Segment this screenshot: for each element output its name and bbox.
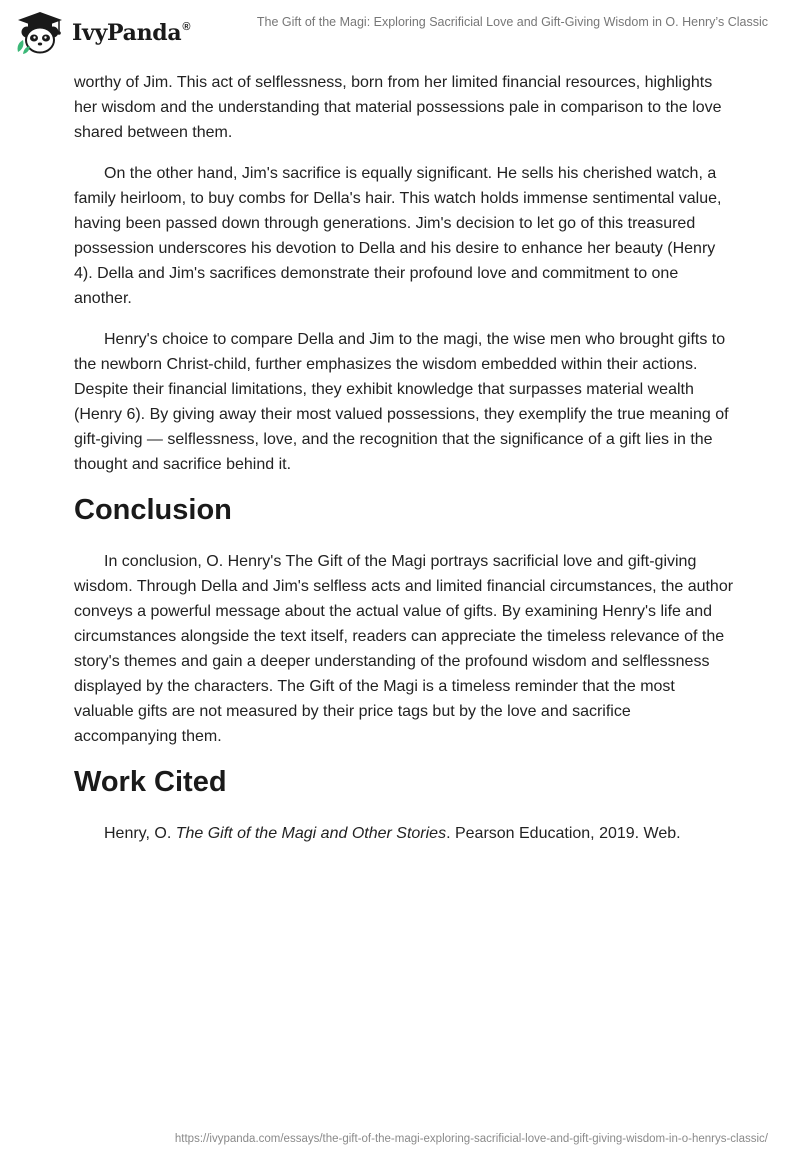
ivypanda-logo[interactable] xyxy=(14,8,190,58)
citation-title: The Gift of the Magi and Other Stories xyxy=(175,825,447,842)
logo-text: IvyPanda® xyxy=(72,20,191,46)
paragraph-magi-comparison: Henry's choice to compare Della and Jim to the magi, the wise men who brought gifts to the newborn Christ-child, further emphasizes the wisdom embedded within their actions. Despite their financial limitations, they exhibit knowledge that surpasses material wealth (Henry 6). By giving away their most valued possessions, they exemplify the true meaning of gift-giving — selflessness, love, and the recognition that the significance of a gift lies in the thought and sacrifice behind it. xyxy=(74,331,729,473)
footer-url[interactable]: https://ivypanda.com/essays/the-gift-of-the-magi-exploring-sacrificial-love-and-gift-giving-wisdom-in-o-henrys-classic/ xyxy=(174,1133,768,1145)
citation-author: Henry, O. xyxy=(104,825,176,842)
citation-entry xyxy=(74,821,734,846)
paragraph-conclusion: In conclusion, O. Henry's The Gift of the Magi portrays sacrificial love and gift-giving wisdom. Through Della and Jim's selfless acts and limited financial circumstances, the author conveys a powerful message about the actual value of gifts. By examining Henry's life and circumstances alongside the text itself, readers can appreciate the timeless relevance of the story's themes and gain a deeper understanding of the profound wisdom and selflessness displayed by the characters. The Gift of the Magi is a timeless reminder that the most valuable gifts are not measured by their price tags but by the love and sacrifice accompanying them. xyxy=(74,553,734,745)
paragraph-jim-sacrifice: On the other hand, Jim's sacrifice is equally significant. He sells his cherished watch, a family heirloom, to buy combs for Della's hair. This watch holds immense sentimental value, having been passed down through generations. Jim's decision to let go of this treasured possession underscores his devotion to Della and his desire to enhance her beauty (Henry 4). Della and Jim's sacrifices demonstrate their profound love and commitment to one another. xyxy=(74,165,722,307)
document-title: The Gift of the Magi: Exploring Sacrificial Love and Gift-Giving Wisdom in O. Henry’s Classic xyxy=(256,15,768,29)
conclusion-heading: Conclusion xyxy=(74,494,232,526)
works-cited-heading: Work Cited xyxy=(74,766,227,798)
page-header xyxy=(0,0,800,70)
panda-graduate-icon xyxy=(14,10,66,56)
paragraph-continuation: worthy of Jim. This act of selflessness, born from her limited financial resources, highlights her wisdom and the understanding that material possessions pale in comparison to the love shared between them. xyxy=(74,74,722,141)
citation-publisher: . Pearson Education, 2019. Web. xyxy=(446,825,681,842)
essay-content xyxy=(74,70,734,846)
